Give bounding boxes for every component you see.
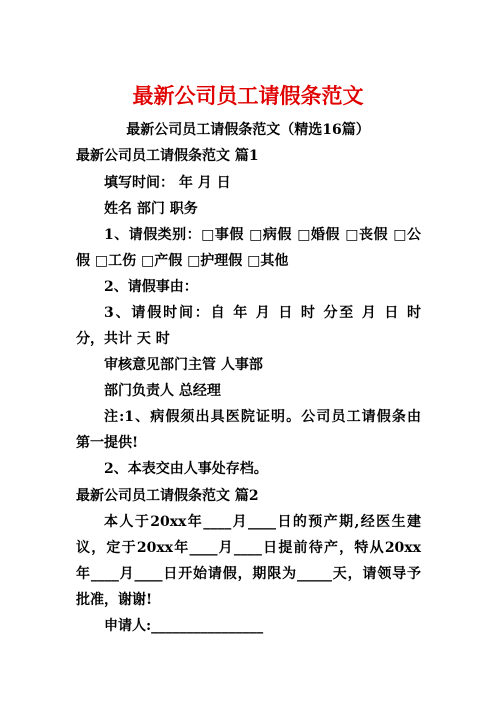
text-line: 填写时间： 年 月 日 [104,175,231,191]
section-heading-1: 最新公司员工请假条范文 篇1 [76,148,259,164]
text-line: 批准，谢谢! [76,592,153,608]
text-line: 2、请假事由： [104,279,198,295]
signature-line: 申请人:________________ [104,618,264,634]
text-line: 部门负责人 总经理 [104,383,221,399]
text-line: 注:1、病假须出具医院证明。公司员工请假条由 [104,409,421,425]
text-line: 3、请假时间：自 年 月 日 时 分至 月 日 时 [104,305,421,321]
section-heading-2: 最新公司员工请假条范文 篇2 [76,488,259,504]
text-line: 议，定于20xx年____月____日提前待产，特从20xx [76,540,421,556]
subtitle: 最新公司员工请假条范文（精选16篇） [126,122,370,138]
text-line: 年____月____日开始请假，期限为_____天，请领导予 [76,566,421,582]
document-title: 最新公司员工请假条范文 [132,84,364,108]
text-line: 本人于20xx年____月____日的预产期,经医生建 [104,514,421,530]
text-line: 2、本表交由人事处存档。 [104,461,268,477]
text-line: 分，共计 天 时 [76,331,170,347]
text-line: 审核意见部门主管 人事部 [104,357,263,373]
text-line: 假 □工伤 □产假 □护理假 □其他 [76,253,289,269]
text-line: 第一提供! [76,435,139,451]
text-line: 姓名 部门 职务 [104,201,198,217]
text-line: 1、请假类别：□事假 □病假 □婚假 □丧假 □公 [104,227,421,243]
